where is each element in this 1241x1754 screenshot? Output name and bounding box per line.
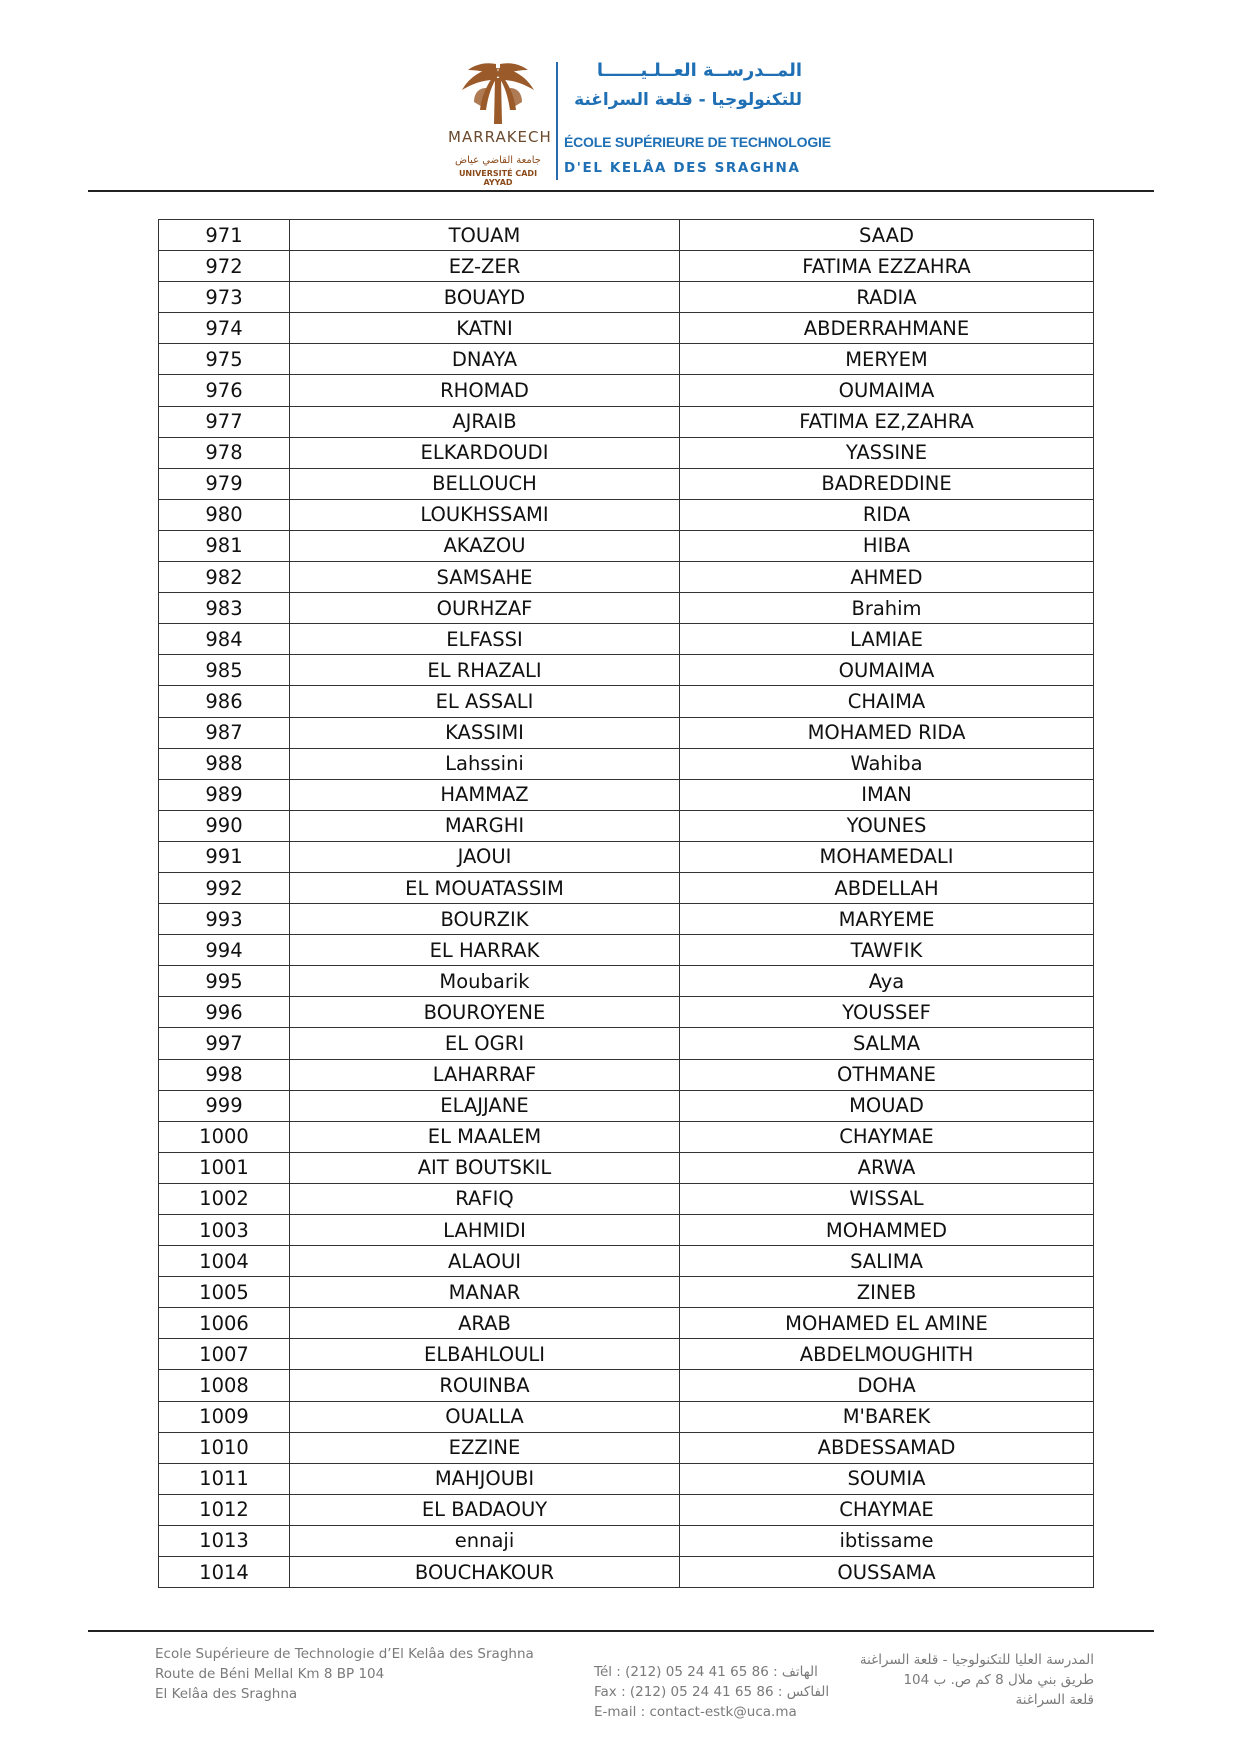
table-row xyxy=(159,655,1094,686)
cell-last-name: HAMMAZ xyxy=(290,779,680,810)
cell-last-name: ROUINBA xyxy=(290,1370,680,1401)
school-name-arabic-line1: المــدرســة العــلـيــــــا xyxy=(596,60,802,81)
school-name-french-line2: D'EL KELÂA DES SRAGHNA xyxy=(564,160,801,176)
cell-last-name: EL MAALEM xyxy=(290,1121,680,1152)
cell-first-name: Wahiba xyxy=(680,748,1094,779)
table-row xyxy=(159,499,1094,530)
cell-last-name: EZZINE xyxy=(290,1432,680,1463)
cell-last-name: MANAR xyxy=(290,1277,680,1308)
footer-email: E-mail : contact-estk@uca.ma xyxy=(594,1704,797,1720)
cell-number: 980 xyxy=(159,499,290,530)
cell-first-name: ARWA xyxy=(680,1152,1094,1183)
cell-last-name: JAOUI xyxy=(290,841,680,872)
cell-first-name: MARYEME xyxy=(680,904,1094,935)
cell-last-name: Moubarik xyxy=(290,966,680,997)
cell-first-name: CHAYMAE xyxy=(680,1121,1094,1152)
cell-number: 974 xyxy=(159,313,290,344)
page-header xyxy=(0,0,1241,192)
cell-first-name: MOUAD xyxy=(680,1090,1094,1121)
cell-last-name: ELBAHLOULI xyxy=(290,1339,680,1370)
cell-last-name: EL BADAOUY xyxy=(290,1494,680,1525)
cell-last-name: KASSIMI xyxy=(290,717,680,748)
cell-first-name: M'BAREK xyxy=(680,1401,1094,1432)
cell-last-name: ALAOUI xyxy=(290,1246,680,1277)
cell-number: 981 xyxy=(159,530,290,561)
cell-first-name: LAMIAE xyxy=(680,624,1094,655)
cell-last-name: MARGHI xyxy=(290,810,680,841)
cell-last-name: AKAZOU xyxy=(290,530,680,561)
cell-number: 992 xyxy=(159,872,290,903)
school-logo-block xyxy=(448,60,848,186)
table-row xyxy=(159,468,1094,499)
cell-first-name: CHAIMA xyxy=(680,686,1094,717)
cell-first-name: Aya xyxy=(680,966,1094,997)
cell-first-name: SALMA xyxy=(680,1028,1094,1059)
cell-number: 973 xyxy=(159,282,290,313)
cell-last-name: OUALLA xyxy=(290,1401,680,1432)
cell-last-name: AIT BOUTSKIL xyxy=(290,1152,680,1183)
table-row xyxy=(159,1494,1094,1525)
cell-first-name: AHMED xyxy=(680,562,1094,593)
footer-address-arabic xyxy=(830,1650,1094,1710)
table-row xyxy=(159,593,1094,624)
cell-first-name: RIDA xyxy=(680,499,1094,530)
cell-first-name: YASSINE xyxy=(680,437,1094,468)
cell-first-name: SAAD xyxy=(680,220,1094,251)
table-row xyxy=(159,935,1094,966)
table-row xyxy=(159,624,1094,655)
logo-city-name: MARRAKECH xyxy=(448,128,552,146)
cell-last-name: RAFIQ xyxy=(290,1183,680,1214)
table-row xyxy=(159,437,1094,468)
cell-last-name: BOURZIK xyxy=(290,904,680,935)
table-row xyxy=(159,1246,1094,1277)
table-row xyxy=(159,282,1094,313)
cell-last-name: EL RHAZALI xyxy=(290,655,680,686)
cell-number: 984 xyxy=(159,624,290,655)
table-row xyxy=(159,1090,1094,1121)
cell-last-name: ELKARDOUDI xyxy=(290,437,680,468)
cell-first-name: YOUNES xyxy=(680,810,1094,841)
cell-number: 993 xyxy=(159,904,290,935)
cell-first-name: IMAN xyxy=(680,779,1094,810)
cell-first-name: SOUMIA xyxy=(680,1463,1094,1494)
cell-number: 975 xyxy=(159,344,290,375)
table-row xyxy=(159,966,1094,997)
cell-number: 1007 xyxy=(159,1339,290,1370)
cell-number: 979 xyxy=(159,468,290,499)
table-row xyxy=(159,1277,1094,1308)
logo-divider xyxy=(556,62,558,180)
footer-address-line-ar: المدرسة العليا للتكنولوجيا - قلعة السراغنة xyxy=(859,1652,1094,1668)
table-row xyxy=(159,220,1094,251)
footer-divider xyxy=(88,1630,1154,1632)
cell-number: 1011 xyxy=(159,1463,290,1494)
school-name-french-line1: ÉCOLE SUPÉRIEURE DE TECHNOLOGIE xyxy=(564,134,831,150)
cell-first-name: OUMAIMA xyxy=(680,655,1094,686)
cell-first-name: ABDERRAHMANE xyxy=(680,313,1094,344)
university-logo xyxy=(448,60,552,187)
cell-number: 1014 xyxy=(159,1557,290,1588)
footer-fax: Fax : (212) 05 24 41 65 86 : الفاكس xyxy=(594,1684,830,1700)
cell-last-name: EL ASSALI xyxy=(290,686,680,717)
cell-last-name: BOUROYENE xyxy=(290,997,680,1028)
cell-first-name: Brahim xyxy=(680,593,1094,624)
cell-number: 994 xyxy=(159,935,290,966)
cell-first-name: FATIMA EZZAHRA xyxy=(680,251,1094,282)
cell-number: 1004 xyxy=(159,1246,290,1277)
cell-first-name: WISSAL xyxy=(680,1183,1094,1214)
cell-first-name: BADREDDINE xyxy=(680,468,1094,499)
cell-last-name: AJRAIB xyxy=(290,406,680,437)
footer-address-french xyxy=(155,1644,534,1704)
table-row xyxy=(159,997,1094,1028)
footer-address-line: Ecole Supérieure de Technologie d’El Kelâa des Sraghna xyxy=(155,1646,534,1662)
cell-last-name: Lahssini xyxy=(290,748,680,779)
cell-number: 976 xyxy=(159,375,290,406)
cell-number: 990 xyxy=(159,810,290,841)
cell-last-name: ARAB xyxy=(290,1308,680,1339)
cell-last-name: BOUCHAKOUR xyxy=(290,1557,680,1588)
cell-number: 989 xyxy=(159,779,290,810)
cell-first-name: MERYEM xyxy=(680,344,1094,375)
cell-number: 978 xyxy=(159,437,290,468)
table-row xyxy=(159,1059,1094,1090)
cell-number: 995 xyxy=(159,966,290,997)
table-row xyxy=(159,344,1094,375)
cell-last-name: EL HARRAK xyxy=(290,935,680,966)
student-table xyxy=(158,219,1094,1588)
cell-last-name: ELAJJANE xyxy=(290,1090,680,1121)
table-row xyxy=(159,406,1094,437)
cell-first-name: YOUSSEF xyxy=(680,997,1094,1028)
university-name-arabic: جامعة القاضي عياض xyxy=(454,155,541,166)
cell-last-name: LAHARRAF xyxy=(290,1059,680,1090)
table-row xyxy=(159,717,1094,748)
page-footer xyxy=(0,1636,1241,1754)
table-row xyxy=(159,748,1094,779)
table-row xyxy=(159,1525,1094,1556)
table-row xyxy=(159,1557,1094,1588)
cell-last-name: LAHMIDI xyxy=(290,1215,680,1246)
cell-last-name: RHOMAD xyxy=(290,375,680,406)
cell-number: 996 xyxy=(159,997,290,1028)
cell-number: 1005 xyxy=(159,1277,290,1308)
cell-first-name: ibtissame xyxy=(680,1525,1094,1556)
cell-first-name: MOHAMEDALI xyxy=(680,841,1094,872)
footer-tel: Tél : (212) 05 24 41 65 86 : الهاتف xyxy=(594,1664,818,1680)
footer-contact xyxy=(594,1662,829,1722)
cell-number: 1002 xyxy=(159,1183,290,1214)
cell-last-name: ennaji xyxy=(290,1525,680,1556)
table-row xyxy=(159,313,1094,344)
cell-number: 1009 xyxy=(159,1401,290,1432)
table-row xyxy=(159,1432,1094,1463)
table-row xyxy=(159,1121,1094,1152)
table-row xyxy=(159,872,1094,903)
table-row xyxy=(159,562,1094,593)
table-row xyxy=(159,841,1094,872)
cell-number: 1008 xyxy=(159,1370,290,1401)
cell-last-name: BELLOUCH xyxy=(290,468,680,499)
cell-number: 983 xyxy=(159,593,290,624)
cell-first-name: ABDELLAH xyxy=(680,872,1094,903)
table-row xyxy=(159,779,1094,810)
cell-first-name: CHAYMAE xyxy=(680,1494,1094,1525)
cell-number: 991 xyxy=(159,841,290,872)
cell-first-name: ABDELMOUGHITH xyxy=(680,1339,1094,1370)
table-row xyxy=(159,1183,1094,1214)
cell-number: 997 xyxy=(159,1028,290,1059)
cell-first-name: OUSSAMA xyxy=(680,1557,1094,1588)
table-row xyxy=(159,1215,1094,1246)
cell-number: 982 xyxy=(159,562,290,593)
cell-number: 972 xyxy=(159,251,290,282)
student-table-body xyxy=(159,220,1094,1588)
cell-first-name: SALIMA xyxy=(680,1246,1094,1277)
header-divider xyxy=(88,190,1154,192)
table-row xyxy=(159,904,1094,935)
cell-first-name: TAWFIK xyxy=(680,935,1094,966)
cell-number: 988 xyxy=(159,748,290,779)
cell-first-name: MOHAMED EL AMINE xyxy=(680,1308,1094,1339)
cell-last-name: OURHZAF xyxy=(290,593,680,624)
cell-last-name: MAHJOUBI xyxy=(290,1463,680,1494)
cell-last-name: LOUKHSSAMI xyxy=(290,499,680,530)
cell-first-name: ZINEB xyxy=(680,1277,1094,1308)
table-row xyxy=(159,251,1094,282)
table-row xyxy=(159,375,1094,406)
table-row xyxy=(159,1308,1094,1339)
table-row xyxy=(159,1028,1094,1059)
cell-number: 1010 xyxy=(159,1432,290,1463)
table-row xyxy=(159,686,1094,717)
cell-number: 986 xyxy=(159,686,290,717)
cell-first-name: OTHMANE xyxy=(680,1059,1094,1090)
footer-address-line: El Kelâa des Sraghna xyxy=(155,1686,298,1702)
cell-number: 999 xyxy=(159,1090,290,1121)
cell-last-name: EZ-ZER xyxy=(290,251,680,282)
cell-last-name: ELFASSI xyxy=(290,624,680,655)
cell-number: 1006 xyxy=(159,1308,290,1339)
cell-first-name: OUMAIMA xyxy=(680,375,1094,406)
palm-logo-icon xyxy=(460,62,536,128)
cell-number: 1003 xyxy=(159,1215,290,1246)
cell-last-name: BOUAYD xyxy=(290,282,680,313)
cell-first-name: RADIA xyxy=(680,282,1094,313)
table-row xyxy=(159,1370,1094,1401)
school-name-arabic-line2: للتكنولوجيا - قلعة السراغنة xyxy=(574,90,802,110)
footer-address-line-ar: قلعة السراغنة xyxy=(1015,1692,1094,1708)
cell-number: 987 xyxy=(159,717,290,748)
table-row xyxy=(159,1152,1094,1183)
student-list xyxy=(158,219,1093,1588)
cell-number: 971 xyxy=(159,220,290,251)
table-row xyxy=(159,810,1094,841)
cell-number: 1012 xyxy=(159,1494,290,1525)
cell-last-name: SAMSAHE xyxy=(290,562,680,593)
footer-address-line: Route de Béni Mellal Km 8 BP 104 xyxy=(155,1666,385,1682)
cell-first-name: MOHAMED RIDA xyxy=(680,717,1094,748)
cell-first-name: ABDESSAMAD xyxy=(680,1432,1094,1463)
cell-first-name: DOHA xyxy=(680,1370,1094,1401)
cell-number: 1001 xyxy=(159,1152,290,1183)
cell-last-name: EL OGRI xyxy=(290,1028,680,1059)
cell-first-name: HIBA xyxy=(680,530,1094,561)
cell-number: 985 xyxy=(159,655,290,686)
table-row xyxy=(159,1401,1094,1432)
cell-first-name: FATIMA EZ,ZAHRA xyxy=(680,406,1094,437)
cell-last-name: KATNI xyxy=(290,313,680,344)
table-row xyxy=(159,1463,1094,1494)
table-row xyxy=(159,530,1094,561)
cell-number: 977 xyxy=(159,406,290,437)
cell-last-name: TOUAM xyxy=(290,220,680,251)
cell-number: 1000 xyxy=(159,1121,290,1152)
table-row xyxy=(159,1339,1094,1370)
cell-last-name: DNAYA xyxy=(290,344,680,375)
cell-number: 1013 xyxy=(159,1525,290,1556)
cell-number: 998 xyxy=(159,1059,290,1090)
university-name-french: UNIVERSITÉ CADI AYYAD xyxy=(458,169,538,187)
cell-first-name: MOHAMMED xyxy=(680,1215,1094,1246)
cell-last-name: EL MOUATASSIM xyxy=(290,872,680,903)
footer-address-line-ar: طريق بني ملال 8 كم ص. ب 104 xyxy=(903,1672,1094,1688)
